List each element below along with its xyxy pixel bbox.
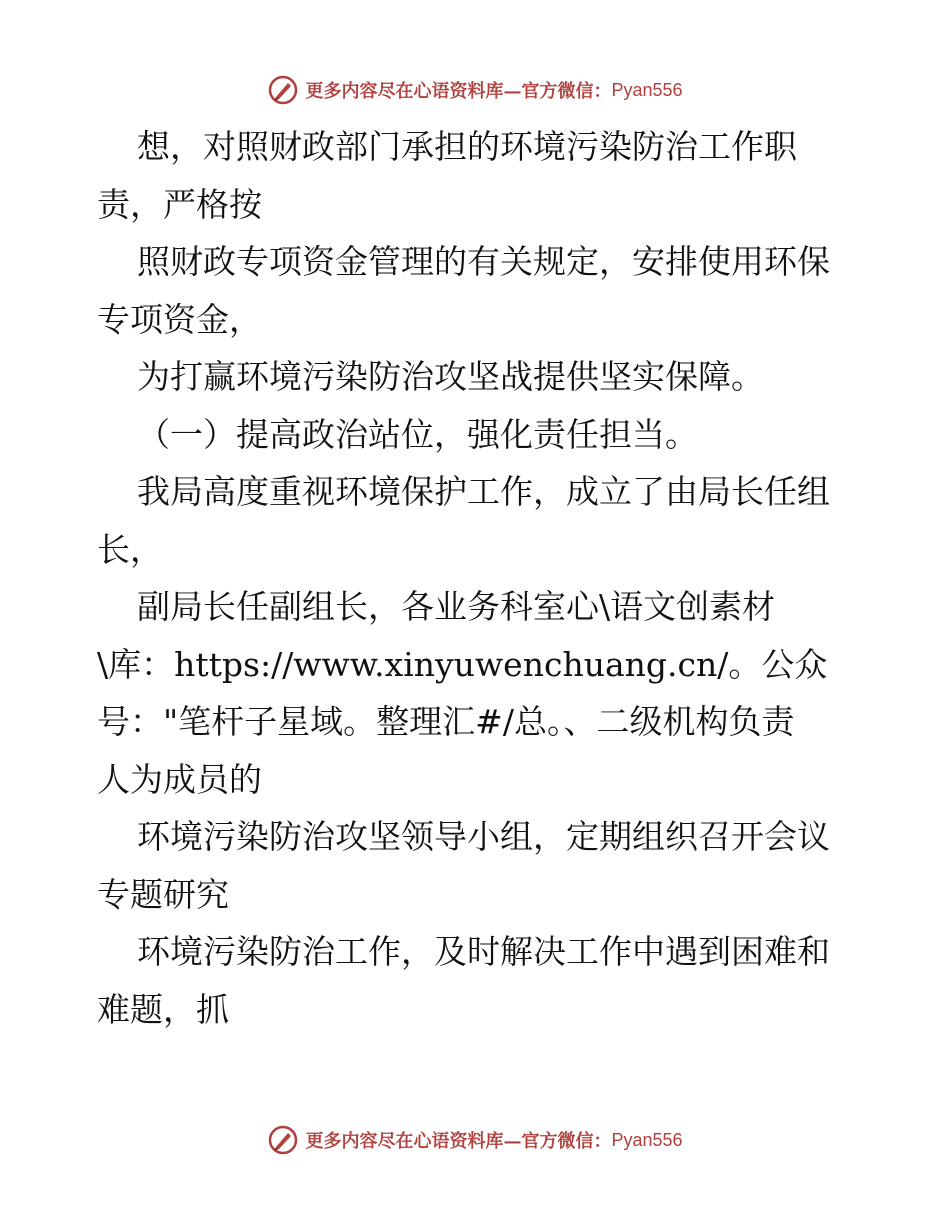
paragraph-line: 我局高度重视环境保护工作，成立了由局长任组 (137, 472, 830, 511)
section-heading: （一）提高政治站位，强化责任担当。 (137, 414, 698, 454)
paragraph-line: 副局长任副组长，各业务科室心\语文创素材 (137, 587, 776, 626)
paragraph-line: 专项资金， (97, 299, 262, 339)
paragraph-line: 责，严格按 (97, 184, 262, 224)
banner-handle: Pyan556 (611, 79, 683, 100)
paragraph-line: 想，对照财政部门承担的环境污染防治工作职 (137, 127, 797, 166)
paragraph-line: 专题研究 (97, 874, 229, 914)
paragraph-line: 人为成员的 (97, 759, 262, 799)
paragraph-line: \库：https://www.xinyuwenchuang.cn/。公众 (97, 644, 828, 684)
pen-logo-icon (267, 1124, 299, 1156)
paragraph-line: 难题，抓 (97, 989, 229, 1029)
paragraph-line: 号："笔杆子星域。整理汇#/总。、二级机构负责 (97, 702, 795, 741)
banner-text: 更多内容尽在心语资料库—官方微信： (305, 81, 612, 102)
footer-banner (0, 1120, 950, 1160)
paragraph-line: 为打赢环境污染防治攻坚战提供坚实保障。 (137, 357, 764, 396)
paragraph-line: 环境污染防治攻坚领导小组，定期组织召开会议 (137, 817, 830, 856)
banner-handle: Pyan556 (611, 1129, 683, 1150)
banner-text: 更多内容尽在心语资料库—官方微信： (305, 1131, 612, 1152)
paragraph-line: 环境污染防治工作，及时解决工作中遇到困难和 (137, 932, 830, 971)
paragraph-line: 照财政专项资金管理的有关规定，安排使用环保 (137, 242, 830, 281)
paragraph-line: 长， (97, 529, 163, 569)
header-banner (0, 70, 950, 110)
pen-logo-icon (267, 74, 299, 106)
document-body (97, 118, 857, 1038)
